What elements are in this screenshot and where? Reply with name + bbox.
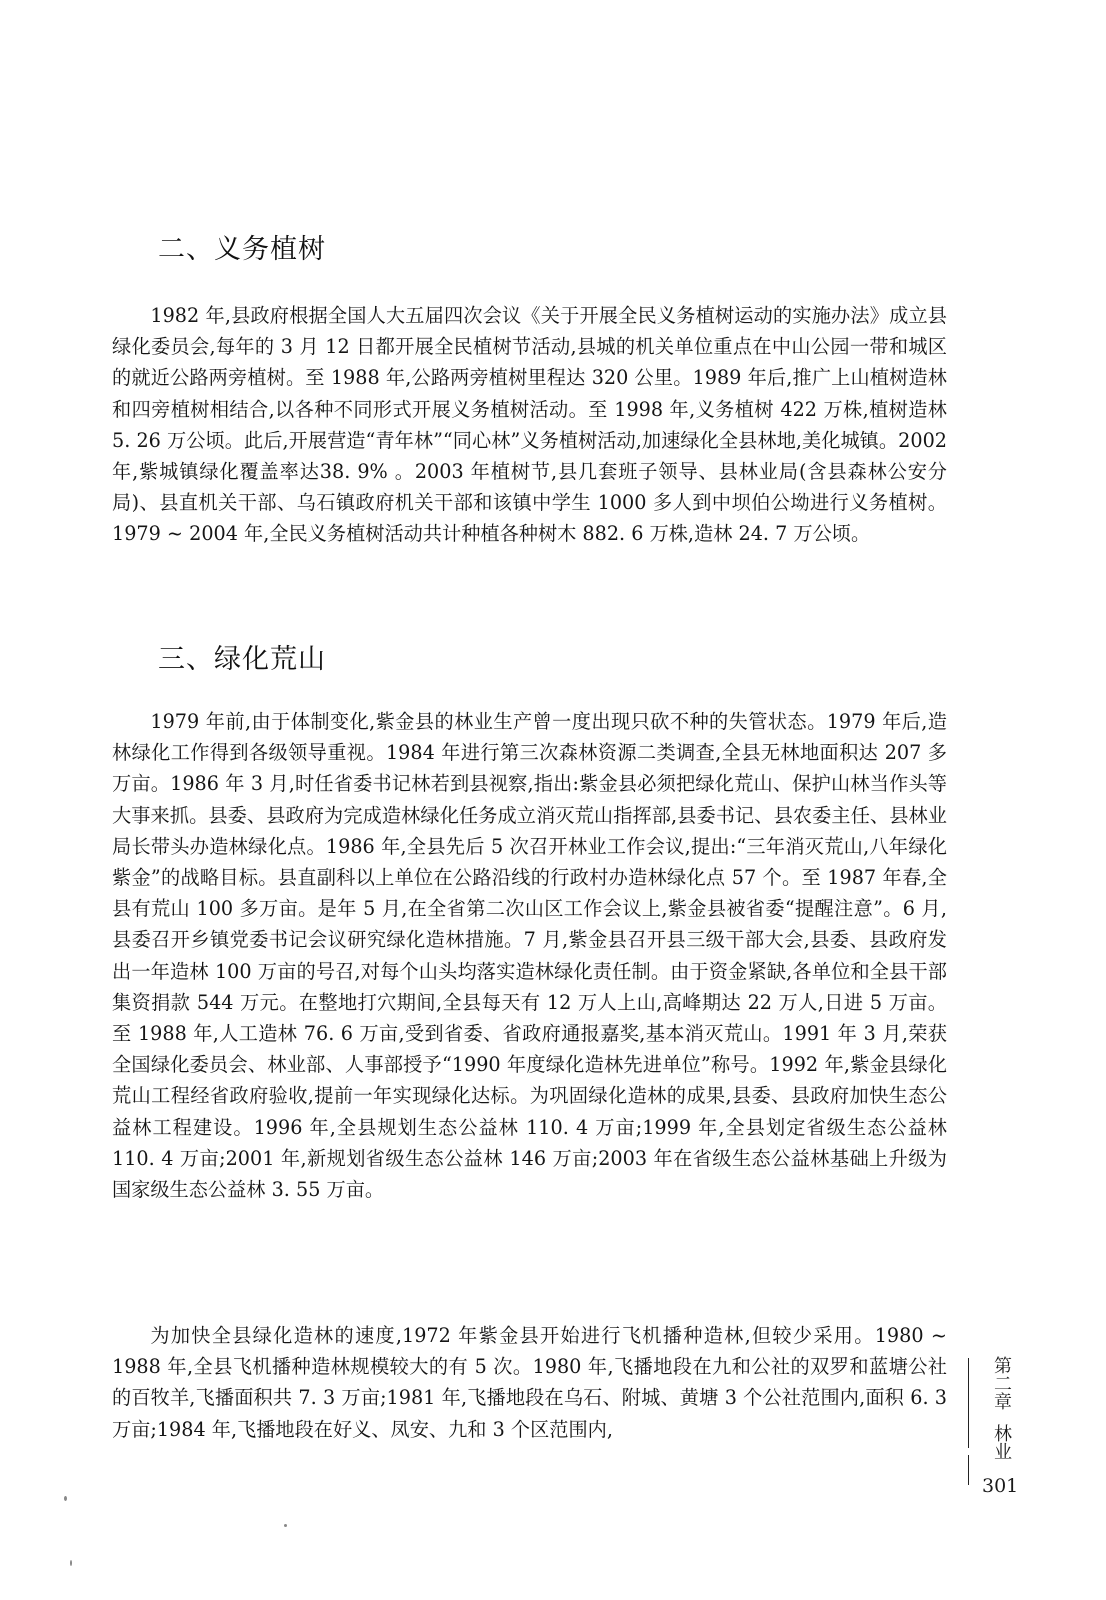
scan-speck <box>70 1560 72 1566</box>
paragraph-greening-barren-hills: 1979 年前,由于体制变化,紫金县的林业生产曾一度出现只砍不种的失管状态。1979 年后,造林绿化工作得到各级领导重视。1984 年进行第三次森林资源二类调查,全县无林地面积达 207 多万亩。1986 年 3 月,时任省委书记林若到县视察,指出:紫金县必须把绿化荒山、保护山林当作头等大事来抓。县委、县政府为完成造林绿化任务成立消灭荒山指挥部,县委书记、县农委主任、县林业局长带头办造林绿化点。1986 年,全县先后 5 次召开林业工作会议,提出:“三年消灭荒山,八年绿化紫金”的战略目标。县直副科以上单位在公路沿线的行政村办造林绿化点 57 个。至 1987 年春,全县有荒山 100 多万亩。是年 5 月,在全省第二次山区工作会议上,紫金县被省委“提醒注意”。6 月,县委召开乡镇党委书记会议研究绿化造林措施。7 月,紫金县召开县三级干部大会,县委、县政府发出一年造林 100 万亩的号召,对每个山头均落实造林绿化责任制。由于资金紧缺,各单位和全县干部集资捐款 544 万元。在整地打穴期间,全县每天有 12 万人上山,高峰期达 22 万人,日进 5 万亩。至 1988 年,人工造林 76. 6 万亩,受到省委、省政府通报嘉奖,基本消灭荒山。1991 年 3 月,荣获全国绿化委员会、林业部、人事部授予“1990 年度绿化造林先进单位”称号。1992 年,紫金县绿化荒山工程经省政府验收,提前一年实现绿化达标。为巩固绿化造林的成果,县委、县政府加快生态公益林工程建设。1996 年,全县规划生态公益林 110. 4 万亩;1999 年,全县划定省级生态公益林 110. 4 万亩;2001 年,新规划省级生态公益林 146 万亩;2003 年在省级生态公益林基础上升级为国家级生态公益林 3. 55 万亩。 <box>112 710 947 1202</box>
section-heading-compulsory-tree-planting: 二、义务植树 <box>158 234 326 265</box>
section-heading-greening-barren-hills: 三、绿化荒山 <box>158 644 326 675</box>
margin-chapter-label: 第二章 <box>991 1356 1012 1410</box>
page-number: 301 <box>982 1475 1019 1497</box>
paragraph-compulsory-tree-planting: 1982 年,县政府根据全国人大五届四次会议《关于开展全民义务植树运动的实施办法》成立县绿化委员会,每年的 3 月 12 日都开展全民植树节活动,县城的机关单位重点在中山公园一带和城区的就近公路两旁植树。至 1988 年,公路两旁植树里程达 320 公里。1989 年后,推广上山植树造林和四旁植树相结合,以各种不同形式开展义务植树活动。至 1998 年,义务植树 422 万株,植树造林 5. 26 万公顷。此后,开展营造“青年林”“同心林”义务植树活动,加速绿化全县林地,美化城镇。2002 年,紫城镇绿化覆盖率达38. 9% 。2003 年植树节,县几套班子领导、县林业局(含县森林公安分局)、县直机关干部、乌石镇政府机关干部和该镇中学生 1000 多人到中坝伯公坳进行义务植树。1979 ~ 2004 年,全民义务植树活动共计种植各种树木 882. 6 万株,造林 24. 7 万公顷。 <box>112 304 947 546</box>
margin-divider-line <box>968 1358 969 1448</box>
scan-speck <box>284 1524 287 1527</box>
margin-divider-line-lower <box>968 1455 969 1485</box>
margin-subject-label: 林业 <box>991 1424 1012 1460</box>
scan-speck <box>64 1496 67 1501</box>
paragraph-aerial-seeding: 为加快全县绿化造林的速度,1972 年紫金县开始进行飞机播种造林,但较少采用。1980 ~ 1988 年,全县飞机播种造林规模较大的有 5 次。1980 年,飞播地段在九和公社的双罗和蓝塘公社的百牧羊,飞播面积共 7. 3 万亩;1981 年,飞播地段在乌石、附城、黄塘 3 个公社范围内,面积 6. 3 万亩;1984 年,飞播地段在好义、凤安、九和 3 个区范围内, <box>112 1324 947 1441</box>
